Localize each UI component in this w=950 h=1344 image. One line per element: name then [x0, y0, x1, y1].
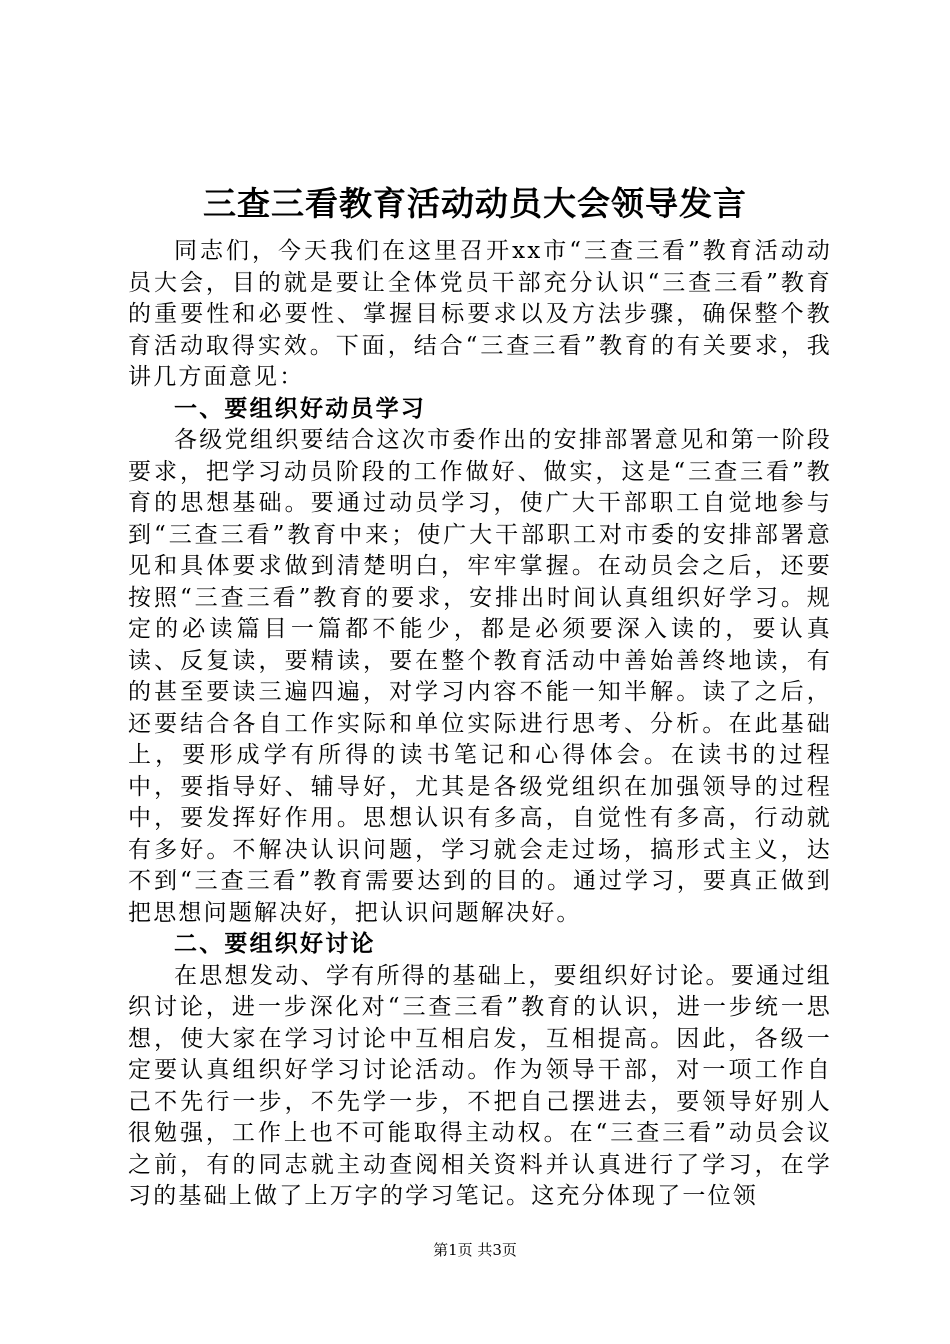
section-heading-2: 二、要组织好讨论: [174, 931, 376, 957]
document-body: [128, 236, 832, 1213]
intro-paragraph: 同志们，今天我们在这里召开xx市“三查三看”教育活动动员大会，目的就是要让全体党员干部充分认识“三查三看”教育的重要性和必要性、掌握目标要求以及方法步骤，确保整个教育活动取得实效。下面，结合“三查三看”教育的有关要求，我讲几方面意见：: [128, 238, 832, 390]
section-body-1: 各级党组织要结合这次市委作出的安排部署意见和第一阶段要求，把学习动员阶段的工作做好、做实，这是“三查三看”教育的思想基础。要通过动员学习，使广大干部职工自觉地参与到“三查三看”教育中来；使广大干部职工对市委的安排部署意见和具体要求做到清楚明白，牢牢掌握。在动员会之后，还要按照“三查三看”教育的要求，安排出时间认真组织好学习。规定的必读篇目一篇都不能少，都是必须要深入读的，要认真读、反复读，要精读，要在整个教育活动中善始善终地读，有的甚至要读三遍四遍，对学习内容不能一知半解。读了之后，还要结合各自工作实际和单位实际进行思考、分析。在此基础上，要形成学有所得的读书笔记和心得体会。在读书的过程中，要指导好、辅导好，尤其是各级党组织在加强领导的过程中，要发挥好作用。思想认识有多高，自觉性有多高，行动就有多好。不解决认识问题，学习就会走过场，搞形式主义，达不到“三查三看”教育需要达到的目的。通过学习，要真正做到把思想问题解决好，把认识问题解决好。: [128, 427, 832, 926]
section-body-2: 在思想发动、学有所得的基础上，要组织好讨论。要通过组织讨论，进一步深化对“三查三看”教育的认识，进一步统一思想，使大家在学习讨论中互相启发，互相提高。因此，各级一定要认真组织好学习讨论活动。作为领导干部，对一项工作自己不先行一步，不先学一步，不把自己摆进去，要领导好别人很勉强，工作上也不可能取得主动权。在“三查三看”动员会议之前，有的同志就主动查阅相关资料并认真进行了学习，在学习的基础上做了上万字的学习笔记。这充分体现了一位领: [128, 962, 832, 1209]
page-footer: 第1页 共3页: [433, 1241, 517, 1259]
section-heading-1: 一、要组织好动员学习: [174, 395, 426, 422]
document-title: 三查三看教育活动动员大会领导发言: [203, 184, 747, 223]
